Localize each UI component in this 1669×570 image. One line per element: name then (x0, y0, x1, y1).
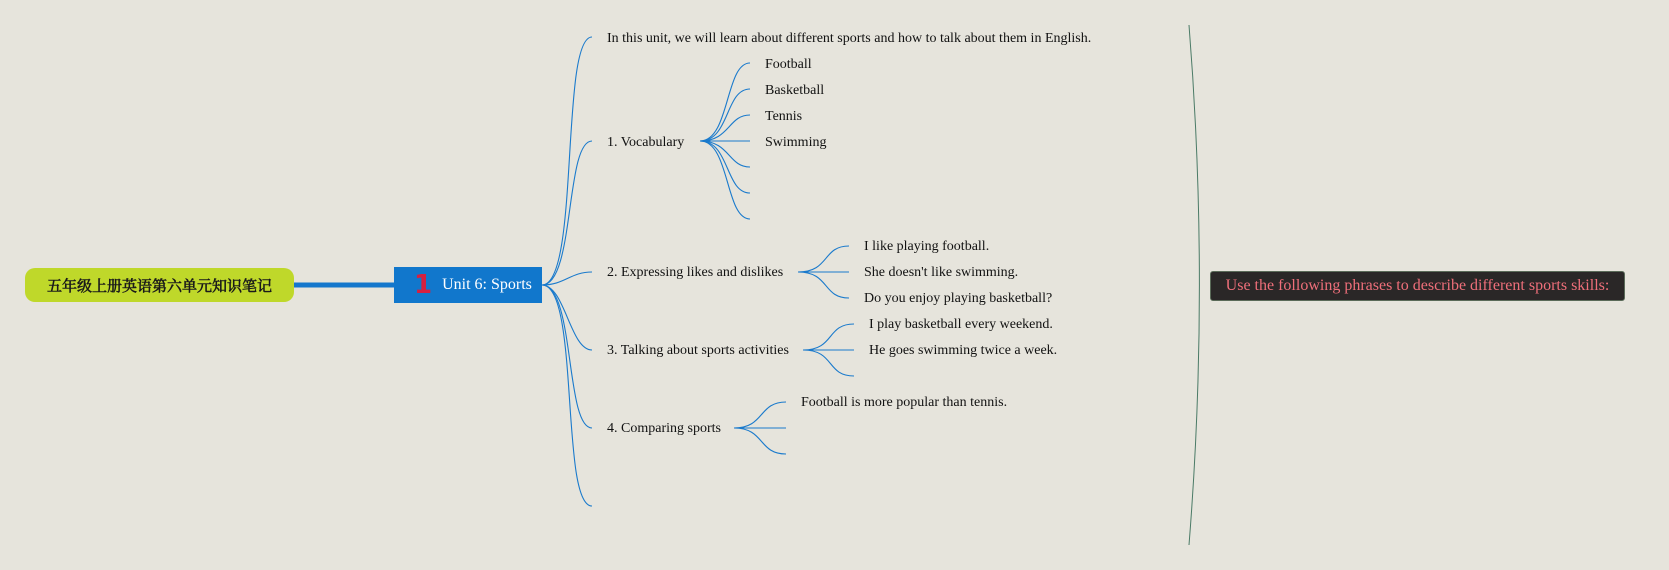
intro-text[interactable]: In this unit, we will learn about different sports and how to talk about them in English. (607, 31, 1092, 46)
vocab-item[interactable]: Tennis (765, 109, 803, 124)
likes-item[interactable]: I like playing football. (864, 239, 990, 254)
root-topic[interactable] (25, 268, 294, 302)
likes-item[interactable]: She doesn't like swimming. (864, 265, 1019, 280)
unit-label: Unit 6: Sports (442, 276, 532, 293)
section-vocabulary[interactable]: 1. Vocabulary (607, 135, 685, 150)
activities-item[interactable]: He goes swimming twice a week. (869, 343, 1058, 358)
comparing-item[interactable]: Football is more popular than tennis. (801, 395, 1008, 410)
section-comparing-sports[interactable]: 4. Comparing sports (607, 421, 721, 436)
vocab-item[interactable]: Swimming (765, 135, 827, 150)
likes-item[interactable]: Do you enjoy playing basketball? (864, 291, 1053, 306)
section-sports-activities[interactable]: 3. Talking about sports activities (607, 343, 789, 358)
likes-branches (798, 246, 849, 298)
section-likes-dislikes[interactable]: 2. Expressing likes and dislikes (607, 265, 784, 280)
unit-number-marker: 1 (414, 270, 433, 300)
unit-topic[interactable] (394, 267, 542, 303)
activities-item[interactable]: I play basketball every weekend. (869, 317, 1053, 332)
root-label: 五年级上册英语第六单元知识笔记 (46, 276, 272, 295)
unit-branches (542, 37, 592, 506)
activities-branches (803, 324, 854, 376)
summary-bracket (1189, 25, 1200, 545)
vocab-item[interactable]: Basketball (765, 83, 825, 98)
callout-label: Use the following phrases to describe different sports skills: (1225, 277, 1610, 294)
summary-callout[interactable] (1210, 271, 1625, 301)
vocab-item[interactable]: Football (765, 57, 812, 72)
comparing-branches (734, 402, 786, 454)
vocab-branches (700, 63, 750, 219)
